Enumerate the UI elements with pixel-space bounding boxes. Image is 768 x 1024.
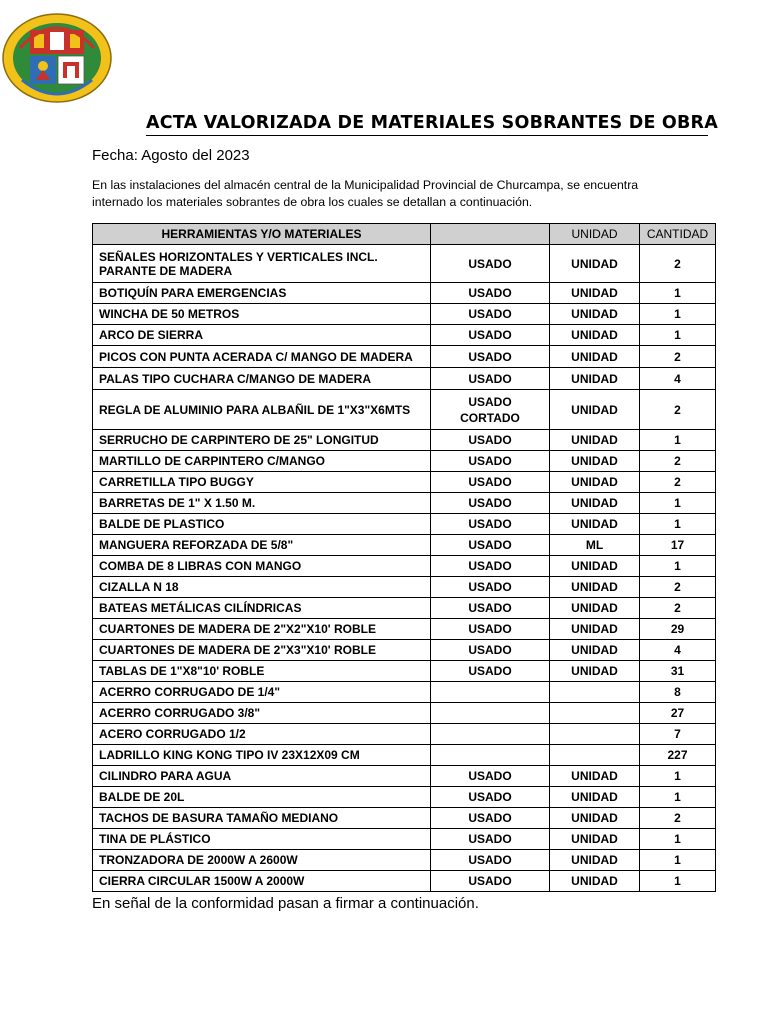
materials-table [92,223,716,892]
estado-cell: USADO [431,493,550,514]
item-cell: CARRETILLA TIPO BUGGY [93,472,431,493]
unidad-cell: UNIDAD [550,850,640,871]
estado-cell: USADO [431,619,550,640]
item-cell: COMBA DE 8 LIBRAS CON MANGO [93,556,431,577]
item-cell: BALDE DE 20L [93,787,431,808]
table-row [93,640,716,661]
estado-cell: USADO [431,368,550,390]
table-row [93,661,716,682]
estado-cell: USADO [431,766,550,787]
cantidad-cell: 29 [640,619,716,640]
item-cell: LADRILLO KING KONG TIPO IV 23X12X09 CM [93,745,431,766]
table-row [93,451,716,472]
estado-cell: USADO [431,514,550,535]
item-cell: CUARTONES DE MADERA DE 2"X2"X10' ROBLE [93,619,431,640]
item-cell: MARTILLO DE CARPINTERO C/MANGO [93,451,431,472]
table-row [93,556,716,577]
cantidad-cell: 2 [640,390,716,430]
estado-cell: USADO [431,808,550,829]
cantidad-cell: 2 [640,577,716,598]
cantidad-cell: 1 [640,766,716,787]
cantidad-cell: 1 [640,304,716,325]
item-cell: BATEAS METÁLICAS CILÍNDRICAS [93,598,431,619]
item-cell: SEÑALES HORIZONTALES Y VERTICALES INCL. PARANTE DE MADERA [93,245,431,283]
item-cell: PALAS TIPO CUCHARA C/MANGO DE MADERA [93,368,431,390]
item-cell: ARCO DE SIERRA [93,325,431,346]
table-row [93,724,716,745]
unidad-cell [550,703,640,724]
item-cell: CILINDRO PARA AGUA [93,766,431,787]
estado-cell: USADO [431,283,550,304]
cantidad-cell: 1 [640,787,716,808]
table-row [93,871,716,892]
table-row [93,430,716,451]
table-row [93,493,716,514]
unidad-cell: UNIDAD [550,619,640,640]
estado-cell: USADO [431,661,550,682]
table-row [93,766,716,787]
header-cantidad: CANTIDAD [640,224,716,245]
estado-cell: USADO [431,598,550,619]
unidad-cell: UNIDAD [550,577,640,598]
unidad-cell: UNIDAD [550,245,640,283]
item-cell: ACERRO CORRUGADO DE 1/4" [93,682,431,703]
estado-cell [431,724,550,745]
document-date: Fecha: Agosto del 2023 [92,147,250,164]
estado-cell [431,703,550,724]
estado-cell: USADO [431,640,550,661]
cantidad-cell: 27 [640,703,716,724]
cantidad-cell: 1 [640,829,716,850]
unidad-cell: UNIDAD [550,451,640,472]
table-row [93,245,716,283]
cantidad-cell: 1 [640,556,716,577]
cantidad-cell: 1 [640,283,716,304]
table-row [93,850,716,871]
item-cell: ACERO CORRUGADO 1/2 [93,724,431,745]
estado-cell: USADO [431,451,550,472]
cantidad-cell: 2 [640,808,716,829]
unidad-cell: UNIDAD [550,472,640,493]
unidad-cell [550,724,640,745]
table-row [93,577,716,598]
unidad-cell: UNIDAD [550,766,640,787]
header-materials: HERRAMIENTAS Y/O MATERIALES [93,224,431,245]
estado-cell: USADO [431,346,550,368]
table-row [93,390,716,430]
cantidad-cell: 2 [640,598,716,619]
cantidad-cell: 1 [640,514,716,535]
cantidad-cell: 7 [640,724,716,745]
estado-cell: USADO [431,577,550,598]
item-cell: CIERRA CIRCULAR 1500W A 2000W [93,871,431,892]
table-row [93,598,716,619]
item-cell: BALDE DE PLASTICO [93,514,431,535]
closing-statement: En señal de la conformidad pasan a firmar a continuación. [92,895,479,912]
municipal-coat-of-arms-icon [0,8,116,104]
estado-cell: USADO [431,535,550,556]
table-row [93,745,716,766]
cantidad-cell: 17 [640,535,716,556]
cantidad-cell: 4 [640,368,716,390]
table-row [93,304,716,325]
unidad-cell: UNIDAD [550,514,640,535]
header-estado [431,224,550,245]
unidad-cell: UNIDAD [550,283,640,304]
unidad-cell: UNIDAD [550,661,640,682]
estado-cell: USADO [431,325,550,346]
estado-cell [431,682,550,703]
unidad-cell: UNIDAD [550,493,640,514]
unidad-cell: UNIDAD [550,368,640,390]
unidad-cell: UNIDAD [550,346,640,368]
table-header-row [93,224,716,245]
cantidad-cell: 31 [640,661,716,682]
estado-cell: USADO [431,472,550,493]
table-row [93,829,716,850]
cantidad-cell: 2 [640,472,716,493]
item-cell: TABLAS DE 1"X8"10' ROBLE [93,661,431,682]
item-cell: BOTIQUÍN PARA EMERGENCIAS [93,283,431,304]
table-row [93,368,716,390]
item-cell: TACHOS DE BASURA TAMAÑO MEDIANO [93,808,431,829]
unidad-cell [550,682,640,703]
table-row [93,346,716,368]
table-row [93,703,716,724]
document-title: ACTA VALORIZADA DE MATERIALES SOBRANTES DE OBRA [146,112,708,136]
table-row [93,514,716,535]
item-cell: TRONZADORA DE 2000W A 2600W [93,850,431,871]
cantidad-cell: 1 [640,850,716,871]
unidad-cell: UNIDAD [550,390,640,430]
table-row [93,619,716,640]
table-row [93,682,716,703]
item-cell: PICOS CON PUNTA ACERADA C/ MANGO DE MADERA [93,346,431,368]
estado-cell: USADO [431,304,550,325]
unidad-cell: UNIDAD [550,598,640,619]
item-cell: REGLA DE ALUMINIO PARA ALBAÑIL DE 1"X3"X6MTS [93,390,431,430]
estado-cell: USADO [431,430,550,451]
item-cell: SERRUCHO DE CARPINTERO DE 25" LONGITUD [93,430,431,451]
item-cell: ACERRO CORRUGADO 3/8" [93,703,431,724]
unidad-cell: UNIDAD [550,808,640,829]
cantidad-cell: 1 [640,430,716,451]
unidad-cell: UNIDAD [550,640,640,661]
unidad-cell [550,745,640,766]
unidad-cell: UNIDAD [550,325,640,346]
estado-cell: USADO [431,871,550,892]
cantidad-cell: 2 [640,346,716,368]
cantidad-cell: 8 [640,682,716,703]
item-cell: CIZALLA N 18 [93,577,431,598]
table-row [93,472,716,493]
estado-cell: USADO [431,556,550,577]
unidad-cell: UNIDAD [550,556,640,577]
table-row [93,325,716,346]
unidad-cell: UNIDAD [550,871,640,892]
item-cell: BARRETAS DE 1" X 1.50 M. [93,493,431,514]
table-row [93,787,716,808]
cantidad-cell: 2 [640,451,716,472]
estado-cell: USADO CORTADO [431,390,550,430]
estado-cell [431,745,550,766]
cantidad-cell: 1 [640,871,716,892]
unidad-cell: UNIDAD [550,787,640,808]
table-row [93,535,716,556]
unidad-cell: UNIDAD [550,829,640,850]
item-cell: CUARTONES DE MADERA DE 2"X3"X10' ROBLE [93,640,431,661]
unidad-cell: ML [550,535,640,556]
item-cell: TINA DE PLÁSTICO [93,829,431,850]
estado-cell: USADO [431,787,550,808]
intro-paragraph: En las instalaciones del almacén central de la Municipalidad Provincial de Churcampa, se encuentra internado los materiales sobrantes de obra los cuales se detallan a continuación. [92,178,639,209]
cantidad-cell: 1 [640,325,716,346]
table-row [93,283,716,304]
cantidad-cell: 4 [640,640,716,661]
table-row [93,808,716,829]
item-cell: WINCHA DE 50 METROS [93,304,431,325]
cantidad-cell: 2 [640,245,716,283]
unidad-cell: UNIDAD [550,304,640,325]
cantidad-cell: 227 [640,745,716,766]
estado-cell: USADO [431,829,550,850]
cantidad-cell: 1 [640,493,716,514]
estado-cell: USADO [431,850,550,871]
item-cell: MANGUERA REFORZADA DE 5/8" [93,535,431,556]
estado-cell: USADO [431,245,550,283]
unidad-cell: UNIDAD [550,430,640,451]
header-unidad: UNIDAD [550,224,640,245]
